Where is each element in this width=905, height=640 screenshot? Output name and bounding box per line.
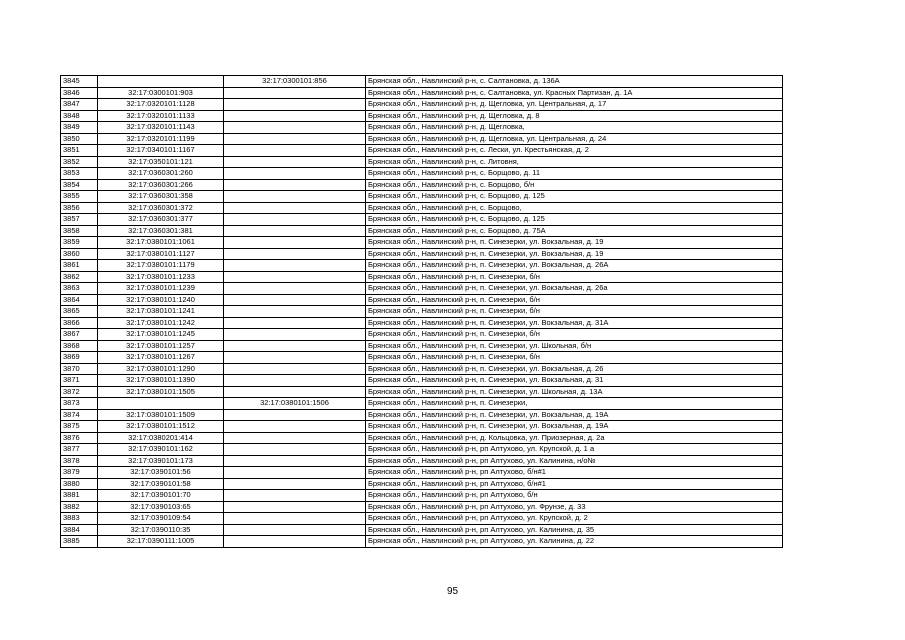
cadastral-number-cell: 32:17:0380101:1233 xyxy=(98,271,224,283)
cadastral-number-cell: 32:17:0390103:65 xyxy=(98,501,224,513)
table-row xyxy=(61,156,783,168)
cadastral-number-cell: 32:17:0320101:1199 xyxy=(98,133,224,145)
address-cell: Брянская обл., Навлинский р-н, с. Борщово, д. 125 xyxy=(366,214,783,226)
address-cell: Брянская обл., Навлинский р-н, с. Борщово, д. 11 xyxy=(366,168,783,180)
row-number-cell: 3851 xyxy=(61,145,98,157)
address-cell: Брянская обл., Навлинский р-н, с. Борщово, б/н xyxy=(366,179,783,191)
row-number-cell: 3858 xyxy=(61,225,98,237)
table-row xyxy=(61,398,783,410)
cadastral-number-cell xyxy=(98,398,224,410)
cadastral-number-cell: 32:17:0390109:54 xyxy=(98,513,224,525)
row-number-cell: 3885 xyxy=(61,536,98,548)
cadastral-number-cell: 32:17:0360301:377 xyxy=(98,214,224,226)
table-row xyxy=(61,87,783,99)
address-cell: Брянская обл., Навлинский р-н, п. Синезерки, ул. Школьная, д. 13А xyxy=(366,386,783,398)
parent-cadastral-number-cell xyxy=(224,352,366,364)
address-cell: Брянская обл., Навлинский р-н, д. Щегловка, ул. Центральная, д. 17 xyxy=(366,99,783,111)
parent-cadastral-number-cell xyxy=(224,202,366,214)
cadastral-number-cell: 32:17:0380101:1061 xyxy=(98,237,224,249)
table-row xyxy=(61,524,783,536)
row-number-cell: 3882 xyxy=(61,501,98,513)
table-row xyxy=(61,306,783,318)
parent-cadastral-number-cell xyxy=(224,363,366,375)
table-row xyxy=(61,317,783,329)
cadastral-number-cell: 32:17:0390111:1005 xyxy=(98,536,224,548)
table-row xyxy=(61,444,783,456)
cadastral-number-cell: 32:17:0380101:1245 xyxy=(98,329,224,341)
table-row xyxy=(61,363,783,375)
row-number-cell: 3862 xyxy=(61,271,98,283)
parent-cadastral-number-cell xyxy=(224,260,366,272)
table-row xyxy=(61,260,783,272)
cadastral-number-cell: 32:17:0390101:58 xyxy=(98,478,224,490)
table-row xyxy=(61,513,783,525)
cadastral-number-cell: 32:17:0390101:173 xyxy=(98,455,224,467)
address-cell: Брянская обл., Навлинский р-н, рп Алтухово, ул. Калинина, н/о№ xyxy=(366,455,783,467)
cadastral-number-cell: 32:17:0390101:162 xyxy=(98,444,224,456)
parent-cadastral-number-cell xyxy=(224,214,366,226)
address-cell: Брянская обл., Навлинский р-н, п. Синезерки, ул. Школьная, б/н xyxy=(366,340,783,352)
address-cell: Брянская обл., Навлинский р-н, рп Алтухово, б/н#1 xyxy=(366,478,783,490)
address-cell: Брянская обл., Навлинский р-н, п. Синезерки, ул. Вокзальная, д. 19 xyxy=(366,237,783,249)
row-number-cell: 3860 xyxy=(61,248,98,260)
address-cell: Брянская обл., Навлинский р-н, рп Алтухово, ул. Фрунзе, д. 33 xyxy=(366,501,783,513)
address-cell: Брянская обл., Навлинский р-н, рп Алтухово, б/н#1 xyxy=(366,467,783,479)
parent-cadastral-number-cell xyxy=(224,444,366,456)
address-cell: Брянская обл., Навлинский р-н, п. Синезерки, ул. Вокзальная, д. 19А xyxy=(366,421,783,433)
parent-cadastral-number-cell xyxy=(224,340,366,352)
table-row xyxy=(61,375,783,387)
table-row xyxy=(61,536,783,548)
address-cell: Брянская обл., Навлинский р-н, рп Алтухово, ул. Калинина, д. 35 xyxy=(366,524,783,536)
address-cell: Брянская обл., Навлинский р-н, д. Щегловка, xyxy=(366,122,783,134)
address-cell: Брянская обл., Навлинский р-н, п. Синезерки, xyxy=(366,398,783,410)
page-number: 95 xyxy=(446,586,459,597)
row-number-cell: 3849 xyxy=(61,122,98,134)
parent-cadastral-number-cell xyxy=(224,168,366,180)
row-number-cell: 3872 xyxy=(61,386,98,398)
address-cell: Брянская обл., Навлинский р-н, п. Синезерки, ул. Вокзальная, д. 19 xyxy=(366,248,783,260)
cadastral-number-cell: 32:17:0380101:1239 xyxy=(98,283,224,295)
table-row xyxy=(61,145,783,157)
row-number-cell: 3864 xyxy=(61,294,98,306)
parent-cadastral-number-cell xyxy=(224,386,366,398)
parent-cadastral-number-cell xyxy=(224,110,366,122)
table-row xyxy=(61,467,783,479)
parent-cadastral-number-cell xyxy=(224,145,366,157)
cadastral-number-cell: 32:17:0360301:358 xyxy=(98,191,224,203)
row-number-cell: 3861 xyxy=(61,260,98,272)
row-number-cell: 3853 xyxy=(61,168,98,180)
parent-cadastral-number-cell xyxy=(224,455,366,467)
parent-cadastral-number-cell xyxy=(224,306,366,318)
address-cell: Брянская обл., Навлинский р-н, с. Борщово, xyxy=(366,202,783,214)
cadastral-number-cell: 32:17:0390101:56 xyxy=(98,467,224,479)
row-number-cell: 3869 xyxy=(61,352,98,364)
row-number-cell: 3884 xyxy=(61,524,98,536)
row-number-cell: 3877 xyxy=(61,444,98,456)
address-cell: Брянская обл., Навлинский р-н, п. Синезерки, ул. Вокзальная, д. 26а xyxy=(366,283,783,295)
cadastral-number-cell: 32:17:0390101:70 xyxy=(98,490,224,502)
parent-cadastral-number-cell: 32:17:0300101:856 xyxy=(224,76,366,88)
row-number-cell: 3878 xyxy=(61,455,98,467)
table-row xyxy=(61,421,783,433)
table-row xyxy=(61,225,783,237)
row-number-cell: 3856 xyxy=(61,202,98,214)
cadastral-number-cell: 32:17:0380201:414 xyxy=(98,432,224,444)
parent-cadastral-number-cell xyxy=(224,501,366,513)
cadastral-number-cell: 32:17:0380101:1242 xyxy=(98,317,224,329)
parent-cadastral-number-cell xyxy=(224,179,366,191)
cadastral-number-cell: 32:17:0320101:1128 xyxy=(98,99,224,111)
address-cell: Брянская обл., Навлинский р-н, п. Синезерки, ул. Вокзальная, д. 26А xyxy=(366,260,783,272)
table-row xyxy=(61,122,783,134)
address-cell: Брянская обл., Навлинский р-н, п. Синезерки, ул. Вокзальная, д. 19А xyxy=(366,409,783,421)
table-row xyxy=(61,329,783,341)
row-number-cell: 3875 xyxy=(61,421,98,433)
cadastral-number-cell: 32:17:0340101:1167 xyxy=(98,145,224,157)
row-number-cell: 3883 xyxy=(61,513,98,525)
row-number-cell: 3852 xyxy=(61,156,98,168)
table-row xyxy=(61,455,783,467)
records-table xyxy=(60,75,783,548)
table-row xyxy=(61,133,783,145)
row-number-cell: 3846 xyxy=(61,87,98,99)
cadastral-number-cell: 32:17:0380101:1179 xyxy=(98,260,224,272)
cadastral-number-cell: 32:17:0380101:1257 xyxy=(98,340,224,352)
cadastral-number-cell: 32:17:0380101:1505 xyxy=(98,386,224,398)
row-number-cell: 3870 xyxy=(61,363,98,375)
parent-cadastral-number-cell: 32:17:0380101:1506 xyxy=(224,398,366,410)
row-number-cell: 3871 xyxy=(61,375,98,387)
cadastral-number-cell: 32:17:0380101:1127 xyxy=(98,248,224,260)
row-number-cell: 3848 xyxy=(61,110,98,122)
parent-cadastral-number-cell xyxy=(224,87,366,99)
address-cell: Брянская обл., Навлинский р-н, с. Борщово, д. 75А xyxy=(366,225,783,237)
table-row xyxy=(61,432,783,444)
row-number-cell: 3847 xyxy=(61,99,98,111)
address-cell: Брянская обл., Навлинский р-н, п. Синезерки, ул. Вокзальная, д. 31 xyxy=(366,375,783,387)
table-row xyxy=(61,99,783,111)
table-row xyxy=(61,76,783,88)
parent-cadastral-number-cell xyxy=(224,490,366,502)
address-cell: Брянская обл., Навлинский р-н, с. Салтановка, ул. Красных Партизан, д. 1А xyxy=(366,87,783,99)
parent-cadastral-number-cell xyxy=(224,432,366,444)
table-row xyxy=(61,248,783,260)
row-number-cell: 3857 xyxy=(61,214,98,226)
table-row xyxy=(61,110,783,122)
parent-cadastral-number-cell xyxy=(224,409,366,421)
parent-cadastral-number-cell xyxy=(224,375,366,387)
parent-cadastral-number-cell xyxy=(224,191,366,203)
address-cell: Брянская обл., Навлинский р-н, п. Синезерки, б/н xyxy=(366,306,783,318)
cadastral-number-cell: 32:17:0380101:1241 xyxy=(98,306,224,318)
table-row xyxy=(61,478,783,490)
table-row xyxy=(61,283,783,295)
row-number-cell: 3866 xyxy=(61,317,98,329)
cadastral-number-cell: 32:17:0380101:1240 xyxy=(98,294,224,306)
parent-cadastral-number-cell xyxy=(224,237,366,249)
address-cell: Брянская обл., Навлинский р-н, с. Литовня, xyxy=(366,156,783,168)
cadastral-number-cell: 32:17:0350101:121 xyxy=(98,156,224,168)
address-cell: Брянская обл., Навлинский р-н, д. Щегловка, ул. Центральная, д. 24 xyxy=(366,133,783,145)
row-number-cell: 3876 xyxy=(61,432,98,444)
row-number-cell: 3854 xyxy=(61,179,98,191)
parent-cadastral-number-cell xyxy=(224,99,366,111)
parent-cadastral-number-cell xyxy=(224,294,366,306)
cadastral-number-cell: 32:17:0380101:1390 xyxy=(98,375,224,387)
parent-cadastral-number-cell xyxy=(224,421,366,433)
cadastral-number-cell: 32:17:0380101:1509 xyxy=(98,409,224,421)
row-number-cell: 3868 xyxy=(61,340,98,352)
row-number-cell: 3845 xyxy=(61,76,98,88)
parent-cadastral-number-cell xyxy=(224,133,366,145)
parent-cadastral-number-cell xyxy=(224,478,366,490)
table-row xyxy=(61,191,783,203)
row-number-cell: 3867 xyxy=(61,329,98,341)
table-row xyxy=(61,352,783,364)
parent-cadastral-number-cell xyxy=(224,524,366,536)
row-number-cell: 3855 xyxy=(61,191,98,203)
table-row xyxy=(61,179,783,191)
table-row xyxy=(61,168,783,180)
address-cell: Брянская обл., Навлинский р-н, д. Щегловка, д. 8 xyxy=(366,110,783,122)
parent-cadastral-number-cell xyxy=(224,271,366,283)
cadastral-number-cell: 32:17:0360301:372 xyxy=(98,202,224,214)
cadastral-number-cell: 32:17:0360301:266 xyxy=(98,179,224,191)
address-cell: Брянская обл., Навлинский р-н, д. Кольцовка, ул. Приозерная, д. 2а xyxy=(366,432,783,444)
cadastral-number-cell: 32:17:0360301:381 xyxy=(98,225,224,237)
cadastral-number-cell: 32:17:0360301:260 xyxy=(98,168,224,180)
table-row xyxy=(61,490,783,502)
row-number-cell: 3865 xyxy=(61,306,98,318)
parent-cadastral-number-cell xyxy=(224,513,366,525)
table-row xyxy=(61,409,783,421)
parent-cadastral-number-cell xyxy=(224,536,366,548)
row-number-cell: 3879 xyxy=(61,467,98,479)
address-cell: Брянская обл., Навлинский р-н, п. Синезерки, б/н xyxy=(366,329,783,341)
parent-cadastral-number-cell xyxy=(224,317,366,329)
table-row xyxy=(61,386,783,398)
address-cell: Брянская обл., Навлинский р-н, рп Алтухово, ул. Крупской, д. 1 а xyxy=(366,444,783,456)
row-number-cell: 3881 xyxy=(61,490,98,502)
address-cell: Брянская обл., Навлинский р-н, п. Синезерки, ул. Вокзальная, д. 31А xyxy=(366,317,783,329)
row-number-cell: 3880 xyxy=(61,478,98,490)
cadastral-number-cell: 32:17:0380101:1512 xyxy=(98,421,224,433)
row-number-cell: 3850 xyxy=(61,133,98,145)
address-cell: Брянская обл., Навлинский р-н, п. Синезерки, б/н xyxy=(366,294,783,306)
table-row xyxy=(61,294,783,306)
cadastral-number-cell: 32:17:0380101:1267 xyxy=(98,352,224,364)
parent-cadastral-number-cell xyxy=(224,467,366,479)
address-cell: Брянская обл., Навлинский р-н, с. Салтановка, д. 136А xyxy=(366,76,783,88)
records-table-body xyxy=(61,76,783,548)
parent-cadastral-number-cell xyxy=(224,225,366,237)
table-row xyxy=(61,237,783,249)
cadastral-number-cell: 32:17:0390110:35 xyxy=(98,524,224,536)
row-number-cell: 3873 xyxy=(61,398,98,410)
address-cell: Брянская обл., Навлинский р-н, п. Синезерки, б/н xyxy=(366,271,783,283)
parent-cadastral-number-cell xyxy=(224,156,366,168)
cadastral-number-cell: 32:17:0300101:903 xyxy=(98,87,224,99)
table-row xyxy=(61,214,783,226)
table-row xyxy=(61,202,783,214)
cadastral-number-cell xyxy=(98,76,224,88)
address-cell: Брянская обл., Навлинский р-н, рп Алтухово, ул. Крупской, д. 2 xyxy=(366,513,783,525)
table-row xyxy=(61,340,783,352)
parent-cadastral-number-cell xyxy=(224,248,366,260)
address-cell: Брянская обл., Навлинский р-н, рп Алтухово, ул. Калинина, д. 22 xyxy=(366,536,783,548)
table-row xyxy=(61,271,783,283)
cadastral-number-cell: 32:17:0320101:1133 xyxy=(98,110,224,122)
parent-cadastral-number-cell xyxy=(224,283,366,295)
row-number-cell: 3874 xyxy=(61,409,98,421)
row-number-cell: 3863 xyxy=(61,283,98,295)
parent-cadastral-number-cell xyxy=(224,329,366,341)
cadastral-number-cell: 32:17:0320101:1143 xyxy=(98,122,224,134)
table-row xyxy=(61,501,783,513)
address-cell: Брянская обл., Навлинский р-н, с. Лески, ул. Крестьянская, д. 2 xyxy=(366,145,783,157)
address-cell: Брянская обл., Навлинский р-н, п. Синезерки, ул. Вокзальная, д. 26 xyxy=(366,363,783,375)
parent-cadastral-number-cell xyxy=(224,122,366,134)
address-cell: Брянская обл., Навлинский р-н, п. Синезерки, б/н xyxy=(366,352,783,364)
row-number-cell: 3859 xyxy=(61,237,98,249)
address-cell: Брянская обл., Навлинский р-н, с. Борщово, д. 125 xyxy=(366,191,783,203)
address-cell: Брянская обл., Навлинский р-н, рп Алтухово, б/н xyxy=(366,490,783,502)
cadastral-number-cell: 32:17:0380101:1290 xyxy=(98,363,224,375)
